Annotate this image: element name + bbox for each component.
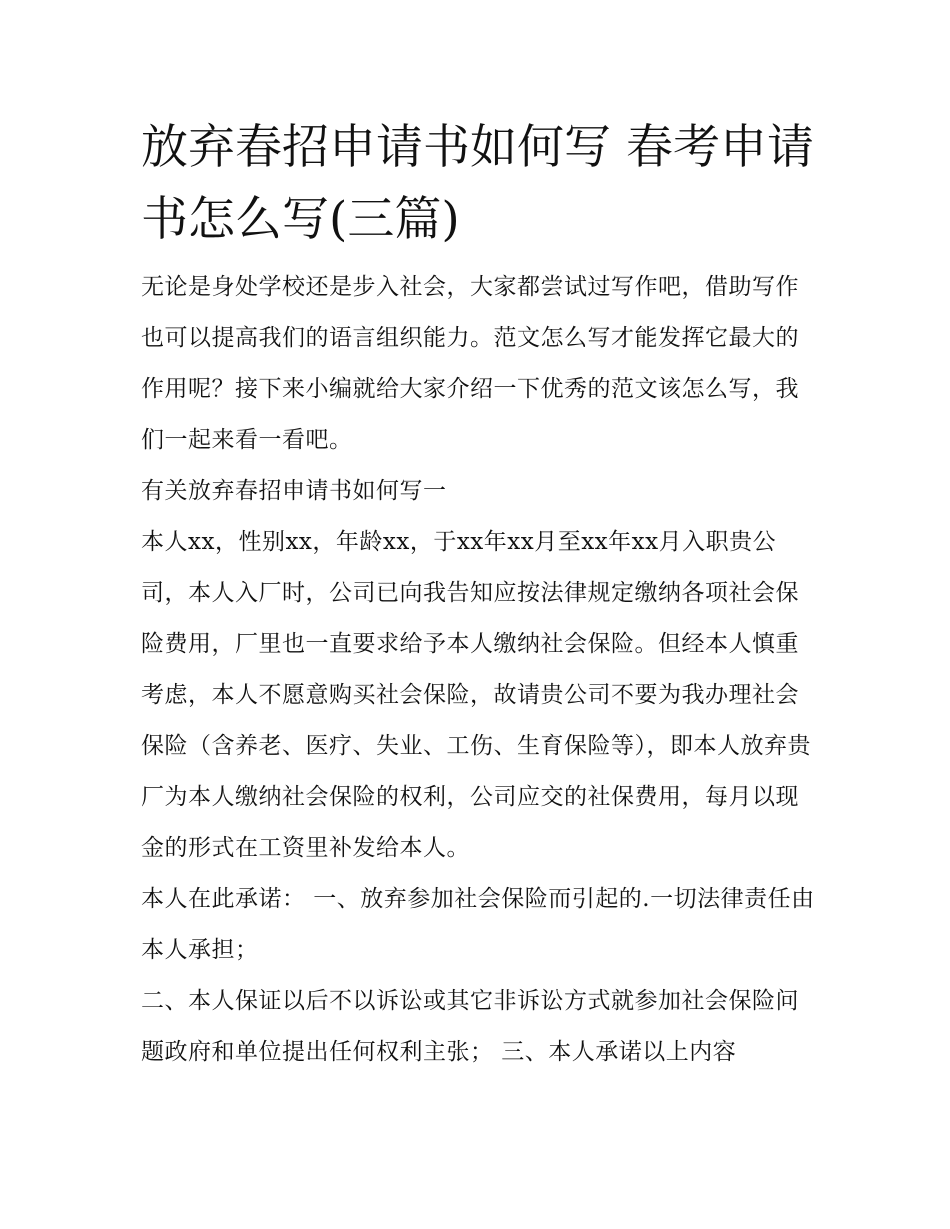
document-title: 放弃春招申请书如何写 春考申请书怎么写(三篇) [141,120,814,247]
commitment-paragraph-2: 二、本人保证以后不以诉讼或其它非诉讼方式就参加社会保险问题政府和单位提出任何权利主张； 三、本人承诺以上内容 [141,988,799,1065]
intro-paragraph: 无论是身处学校还是步入社会，大家都尝试过写作吧，借助写作也可以提高我们的语言组织能力。范文怎么写才能发挥它最大的作用呢？接下来小编就给大家介绍一下优秀的范文该怎么写，我们一起来看一看吧。 [141,274,799,453]
section-heading: 有关放弃春招申请书如何写一 [141,478,447,504]
document-page [141,112,821,1078]
commitment-paragraph: 本人在此承诺： 一、放弃参加社会保险而引起的.一切法律责任由本人承担； [141,886,815,963]
body-paragraph: 本人xx，性别xx，年龄xx，于xx年xx月至xx年xx月入职贵公司，本人入厂时，公司已向我告知应按法律规定缴纳各项社会保险费用，厂里也一直要求给予本人缴纳社会保险。但经本人慎重考虑，本人不愿意购买社会保险，故请贵公司不要为我办理社会保险（含养老、医疗、失业、工伤、生育保险等），即本人放弃贵厂为本人缴纳社会保险的权利，公司应交的社保费用，每月以现金的形式在工资里补发给本人。 [141,529,811,861]
